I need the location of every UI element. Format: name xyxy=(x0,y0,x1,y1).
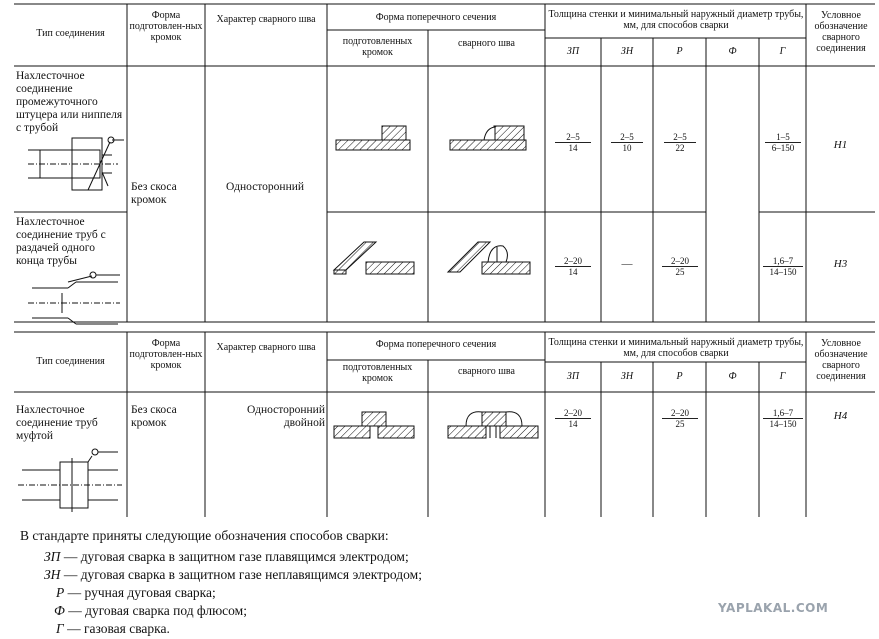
prepared-edge-section-3 xyxy=(334,412,414,438)
legend-item: ЗП — дуговая сварка в защитном газе плавящимся электродом; xyxy=(44,549,409,564)
method-r: Р xyxy=(676,46,683,57)
row2-zp-value: $\frac{2-20}{14}$ xyxy=(555,256,591,277)
header-edge-form: Форма подготовлен-ных кромок xyxy=(129,10,203,43)
prepared-edge-section-1 xyxy=(336,126,410,150)
weld-section-3 xyxy=(448,412,538,438)
row2-designation: Н3 xyxy=(833,258,848,270)
method-zp: ЗП xyxy=(566,46,580,57)
t2-header-section-form: Форма поперечного сечения xyxy=(375,339,497,350)
t2-weld-character: Односторонний двойной xyxy=(246,404,325,429)
t2-header-thickness: Толщина стенки и минимальный наружный диаметр трубы, мм, для способов сварки xyxy=(548,337,804,359)
coupling-pipe-sketch xyxy=(18,449,122,512)
t2-r-value: $\frac{2-20}{25}$ xyxy=(662,408,698,429)
t2-method-zp: ЗП xyxy=(566,371,580,382)
method-g: Г xyxy=(779,46,786,57)
method-f: Ф xyxy=(728,46,737,57)
t2-method-f: Ф xyxy=(728,371,737,382)
t2-edge-form: Без скоса кромок xyxy=(131,404,177,429)
row1-r-value: $\frac{2-5}{22}$ xyxy=(664,132,696,153)
t2-header-designation: Условное обозначение сварного соединения xyxy=(814,338,868,382)
row1-zn-value: $\frac{2-5}{10}$ xyxy=(611,132,643,153)
row2-type: Нахлесточное соединение труб с раздачей одного конца трубы xyxy=(16,216,106,267)
row2-zn-dash: — xyxy=(621,258,633,270)
legend-item: Ф — дуговая сварка под флюсом; xyxy=(54,603,247,618)
t2-header-section-weld: сварного шва xyxy=(458,366,515,377)
t2-header-edge-form: Форма подготовлен-ных кромок xyxy=(129,338,203,371)
row1-designation: Н1 xyxy=(833,139,848,151)
t2-row-type: Нахлесточное соединение труб муфтой xyxy=(16,404,98,442)
header-thickness: Толщина стенки и минимальный наружный диаметр трубы, мм, для способов сварки xyxy=(548,9,804,31)
t2-header-weld-character: Характер сварного шва xyxy=(216,342,316,353)
t2-header-connection-type: Тип соединения xyxy=(36,356,105,367)
t2-g-value: $\frac{1,6-7}{14-150}$ xyxy=(763,408,803,429)
t2-method-zn: ЗН xyxy=(620,371,634,382)
weld-section-2 xyxy=(448,242,530,274)
table1-weld-character: Односторонний xyxy=(226,181,305,193)
header-section-prepared: подготовленных кромок xyxy=(342,36,413,58)
legend-item: Г — газовая сварка. xyxy=(56,621,170,636)
row2-r-value: $\frac{2-20}{25}$ xyxy=(662,256,698,277)
table1-edge-form: Без скоса кромок xyxy=(131,181,177,206)
nipple-joint-sketch xyxy=(28,137,124,190)
watermark: YAPLAKAL.COM xyxy=(718,601,829,615)
header-weld-character: Характер сварного шва xyxy=(216,14,316,25)
row1-g-value: $\frac{1-5}{6-150}$ xyxy=(765,132,801,153)
legend-item: Р — ручная дуговая сварка; xyxy=(56,585,216,600)
row1-zp-value: $\frac{2-5}{14}$ xyxy=(555,132,591,153)
header-designation: Условное обозначение сварного соединения xyxy=(814,10,868,54)
row1-type: Нахлесточное соединение промежуточного штуцера или ниппеля с трубой xyxy=(16,70,123,134)
legend-item: ЗН — дуговая сварка в защитном газе неплавящимся электродом; xyxy=(44,567,422,582)
weld-section-1 xyxy=(450,126,526,150)
legend-list xyxy=(44,548,664,638)
header-connection-type: Тип соединения xyxy=(36,28,105,39)
t2-zp-value: $\frac{2-20}{14}$ xyxy=(555,408,591,429)
row2-g-value: $\frac{1,6-7}{14-150}$ xyxy=(763,256,803,277)
header-section-weld: сварного шва xyxy=(458,38,515,49)
header-section-form: Форма поперечного сечения xyxy=(375,12,497,23)
t2-method-g: Г xyxy=(779,371,786,382)
prepared-edge-section-2 xyxy=(334,242,414,274)
t2-designation: Н4 xyxy=(833,410,848,422)
legend-intro: В стандарте приняты следующие обозначения способов сварки: xyxy=(20,528,389,543)
t2-header-section-prepared: подготовленных кромок xyxy=(342,362,413,384)
expanded-pipe-sketch xyxy=(28,272,120,324)
t2-method-r: Р xyxy=(676,371,683,382)
method-zn: ЗН xyxy=(620,46,634,57)
